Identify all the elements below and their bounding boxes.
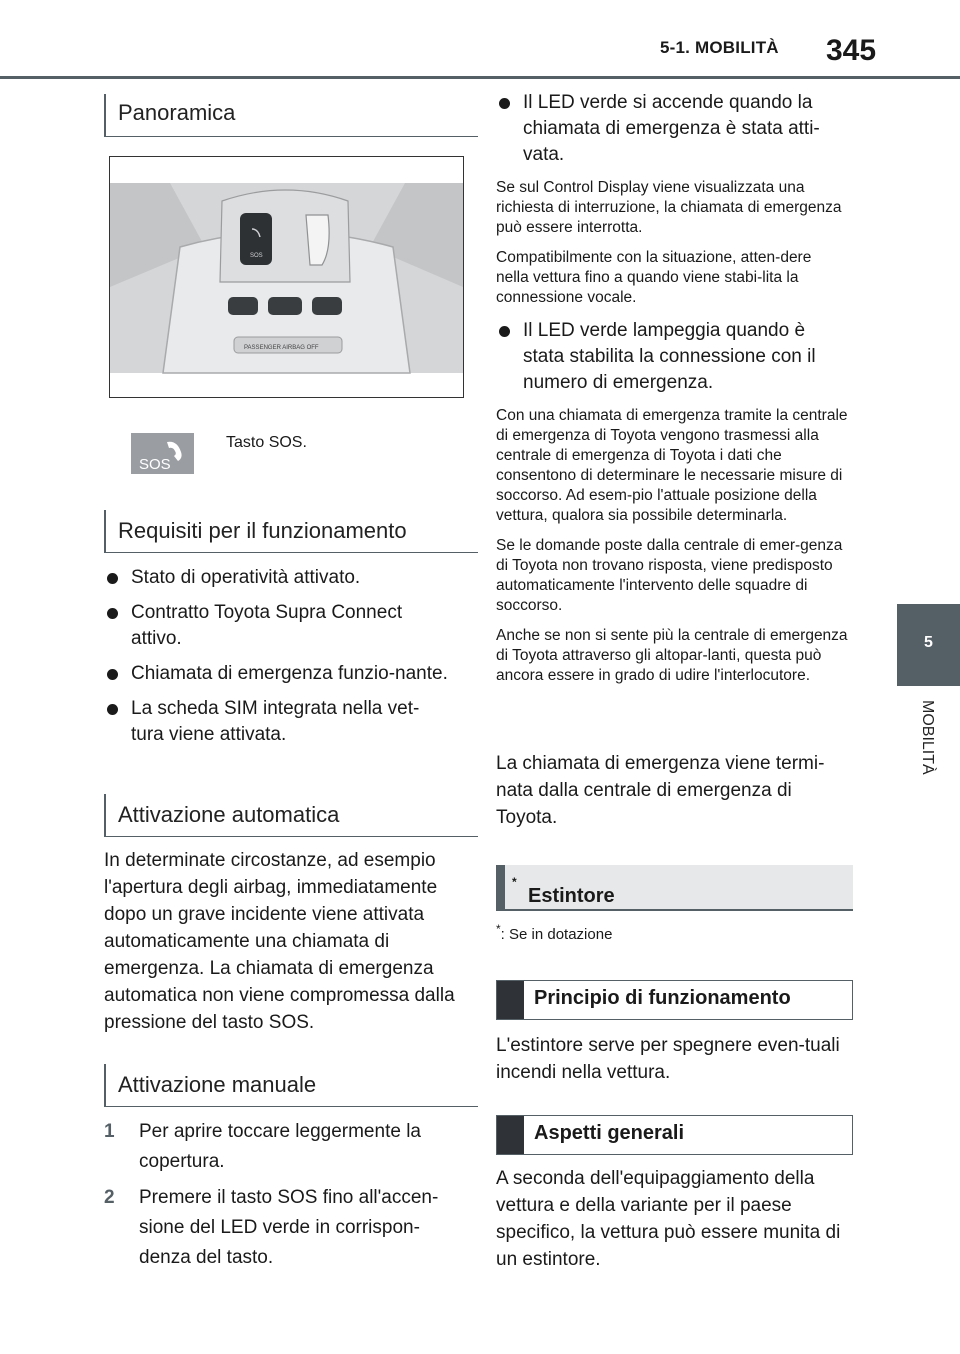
note-paragraph: Se sul Control Display viene visualizzata una richiesta di interruzione, la chiamata di emergenza può essere interrotta.	[496, 179, 842, 236]
list-item: Stato di operatività attivato.	[104, 565, 449, 591]
overhead-console-figure	[109, 156, 464, 398]
note-paragraph: Compatibilmente con la situazione, atten-dere nella vettura fino a quando viene stabi-lita la connessione vocale.	[496, 249, 812, 306]
list-item: La scheda SIM integrata nella vet-tura viene attivata.	[104, 696, 449, 748]
sos-icon-label: SOS	[139, 456, 171, 473]
heading-manuale: Attivazione manuale	[104, 1064, 478, 1107]
manuale-steps	[104, 1117, 464, 1279]
automatica-text: In determinate circostanze, ad esempio l'apertura degli airbag, immediatamente dopo un grave incidente viene attivata automaticamente una chiamata di emergenza. La chiamata di emergenza automatica non viene compromessa dalla pressione del tasto SOS.	[104, 850, 455, 1033]
list-item: Contratto Toyota Supra Connect attivo.	[104, 600, 449, 652]
chapter-tab: 5	[897, 604, 960, 686]
interruption-notes	[496, 178, 848, 318]
footnote-text: : Se in dotazione	[500, 926, 613, 943]
led-bullet-2	[496, 318, 841, 405]
note-paragraph: Anche se non si sente più la centrale di emergenza di Toyota attraverso gli altopar-lanti, questa può ancora essere in grado di udire l'interlocutore.	[496, 627, 848, 684]
step-number: 2	[104, 1187, 115, 1208]
heading-estintore	[496, 865, 853, 911]
heading-aspetti: Aspetti generali	[496, 1115, 853, 1155]
sos-caption: Tasto SOS.	[226, 434, 307, 451]
svg-text:PASSENGER AIRBAG OFF: PASSENGER AIRBAG OFF	[244, 345, 319, 351]
centrale-notes	[496, 406, 848, 696]
heading-principio: Principio di funzionamento	[496, 980, 853, 1020]
heading-requisiti: Requisiti per il funzionamento	[104, 510, 478, 553]
step-text: Premere il tasto SOS fino all'accen-sione del LED verde in corrispon-denza del tasto.	[139, 1187, 439, 1268]
footnote	[496, 922, 612, 943]
header-rule	[0, 76, 960, 79]
sos-button-icon	[131, 433, 194, 474]
aspetti-text: A seconda dell'equipaggiamento della vettura e della variante per il paese specifico, la vettura può essere munita di un estintore.	[496, 1168, 841, 1270]
step-text: Per aprire toccare leggermente la copertura.	[139, 1121, 421, 1172]
list-item: Chiamata di emergenza funzio-nante.	[104, 661, 449, 687]
requisiti-list	[104, 565, 449, 757]
section-reference: 5-1. MOBILITÀ	[660, 38, 779, 57]
overhead-console-image	[110, 157, 463, 397]
list-item: Il LED verde lampeggia quando è stata stabilita la connessione con il numero di emergenza.	[496, 318, 841, 396]
svg-text:SOS: SOS	[250, 253, 263, 259]
estintore-star: *	[512, 875, 517, 889]
heading-panoramica: Panoramica	[104, 94, 478, 137]
page-number: 345	[826, 34, 877, 67]
step-1	[104, 1117, 464, 1177]
led-bullet-1	[496, 90, 841, 177]
step-2	[104, 1183, 464, 1273]
note-paragraph: Con una chiamata di emergenza tramite la centrale di emergenza di Toyota vengono trasmessi alla centrale di emergenza di Toyota i dati che consentono di determinare le necessarie misure di soccorso. Ad esem-pio l'attuale posizione della vettura, qualora sia possibile determinarla.	[496, 407, 848, 524]
footnote-star: *	[496, 922, 501, 936]
chapter-label: MOBILITÀ	[919, 700, 936, 775]
list-item: Il LED verde si accende quando la chiamata di emergenza è stata atti-vata.	[496, 90, 841, 168]
heading-automatica: Attivazione automatica	[104, 794, 478, 837]
step-number: 1	[104, 1121, 115, 1142]
estintore-title: Estintore	[528, 885, 615, 907]
termine-text: La chiamata di emergenza viene termi-nata dalla centrale di emergenza di Toyota.	[496, 753, 825, 828]
principio-text: L'estintore serve per spegnere even-tuali incendi nella vettura.	[496, 1035, 840, 1083]
note-paragraph: Se le domande poste dalla centrale di emer-genza di Toyota non trovano risposta, viene predisposto automaticamente l'intervento delle squadre di soccorso.	[496, 537, 843, 614]
